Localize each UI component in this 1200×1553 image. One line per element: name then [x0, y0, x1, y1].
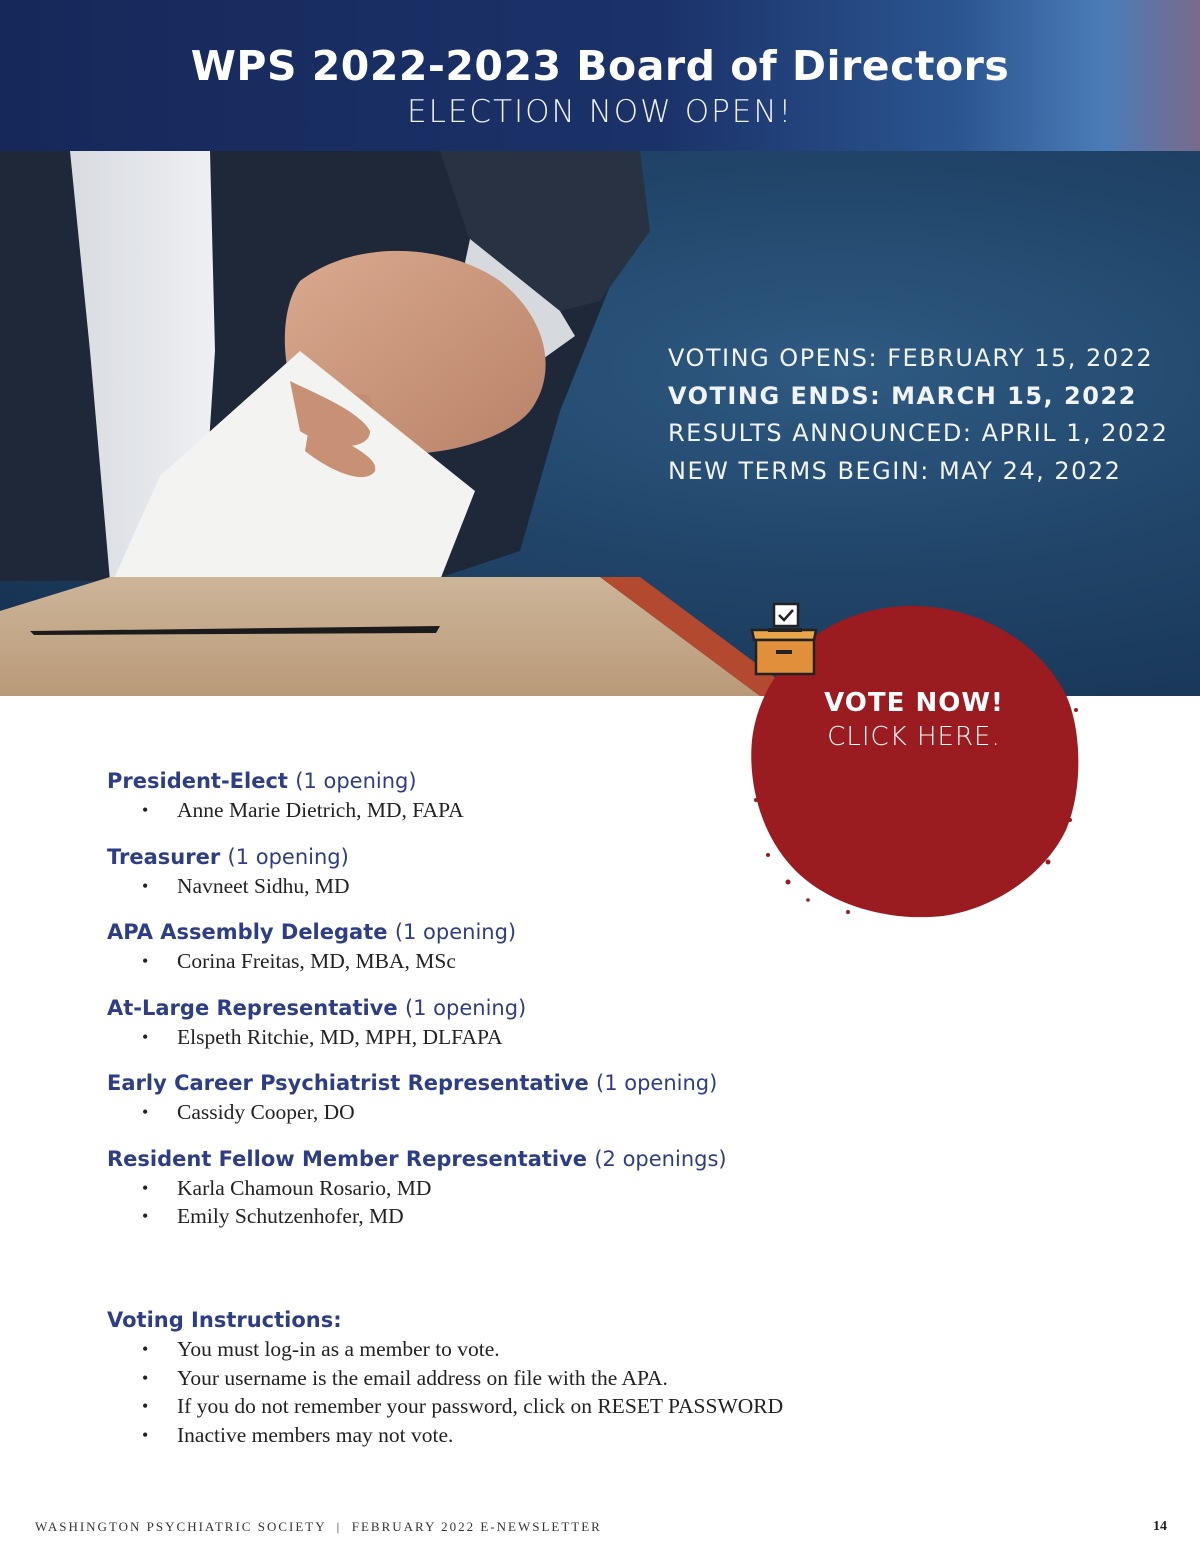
position-treasurer: [107, 842, 807, 901]
position-name: Early Career Psychiatrist Representative: [107, 1071, 589, 1095]
position-early-career-psychiatrist-representative: [107, 1068, 807, 1127]
candidate-name: • Navneet Sidhu, MD: [107, 872, 807, 901]
click-here-label: CLICK HERE.: [827, 722, 1001, 752]
position-name: At-Large Representative: [107, 995, 398, 1020]
candidate-name: • Karla Chamoun Rosario, MD: [107, 1174, 807, 1203]
ballot-box-icon: [748, 600, 820, 680]
position-openings: (1 opening): [295, 769, 417, 793]
page-header: [0, 0, 1200, 151]
instruction-item: • Your username is the email address on file with the APA.: [107, 1364, 1007, 1393]
position-openings: (1 opening): [227, 844, 349, 869]
position-openings: (1 opening): [394, 920, 517, 944]
position-openings: (1 opening): [404, 995, 527, 1020]
instruction-item: • You must log-in as a member to vote.: [107, 1335, 1007, 1364]
new-terms-begin-date: NEW TERMS BEGIN: MAY 24, 2022: [668, 456, 1122, 485]
position-apa-assembly-delegate: [107, 917, 807, 976]
candidate-name: • Elspeth Ritchie, MD, MPH, DLFAPA: [107, 1023, 807, 1052]
position-at-large-representative: [107, 993, 807, 1052]
position-openings: (2 openings): [594, 1146, 727, 1171]
voting-instructions: [107, 1305, 1007, 1449]
position-title: [107, 766, 807, 796]
vote-now-label: VOTE NOW!: [824, 688, 1004, 718]
footer-text: WASHINGTON PSYCHIATRIC SOCIETY | FEBRUARY 2022 E-NEWSLETTER: [35, 1519, 602, 1534]
results-announced-date: RESULTS ANNOUNCED: APRIL 1, 2022: [668, 419, 1169, 447]
position-name: Resident Fellow Member Representative: [107, 1146, 588, 1171]
board-positions-list: [107, 766, 807, 1248]
position-title: [107, 1068, 807, 1098]
page-number: 14: [1153, 1519, 1167, 1534]
position-name: President-Elect: [107, 769, 288, 793]
page-subtitle: ELECTION NOW OPEN!: [406, 94, 793, 130]
voting-ends-date: VOTING ENDS: MARCH 15, 2022: [668, 381, 1137, 410]
position-resident-fellow-member-representative: [107, 1144, 807, 1231]
position-title: [107, 1144, 807, 1174]
instruction-item: • If you do not remember your password, click on RESET PASSWORD: [107, 1392, 1007, 1421]
voting-opens-date: VOTING OPENS: FEBRUARY 15, 2022: [668, 344, 1154, 372]
position-title: [107, 842, 807, 872]
position-title: [107, 993, 807, 1023]
position-president-elect: [107, 766, 807, 825]
candidate-name: • Corina Freitas, MD, MBA, MSc: [107, 947, 807, 976]
candidate-name: • Cassidy Cooper, DO: [107, 1098, 807, 1127]
instruction-item: • Inactive members may not vote.: [107, 1421, 1007, 1450]
voting-instructions-title: Voting Instructions:: [107, 1308, 342, 1332]
candidate-name: • Emily Schutzenhofer, MD: [107, 1202, 807, 1231]
election-dates: [668, 340, 1168, 490]
position-name: APA Assembly Delegate: [107, 920, 388, 944]
position-name: Treasurer: [107, 844, 221, 869]
page-title: WPS 2022-2023 Board of Directors: [190, 42, 1010, 90]
position-title: [107, 917, 807, 947]
page-footer: [35, 1519, 1167, 1535]
position-openings: (1 opening): [596, 1071, 718, 1095]
candidate-name: • Anne Marie Dietrich, MD, FAPA: [107, 796, 807, 825]
